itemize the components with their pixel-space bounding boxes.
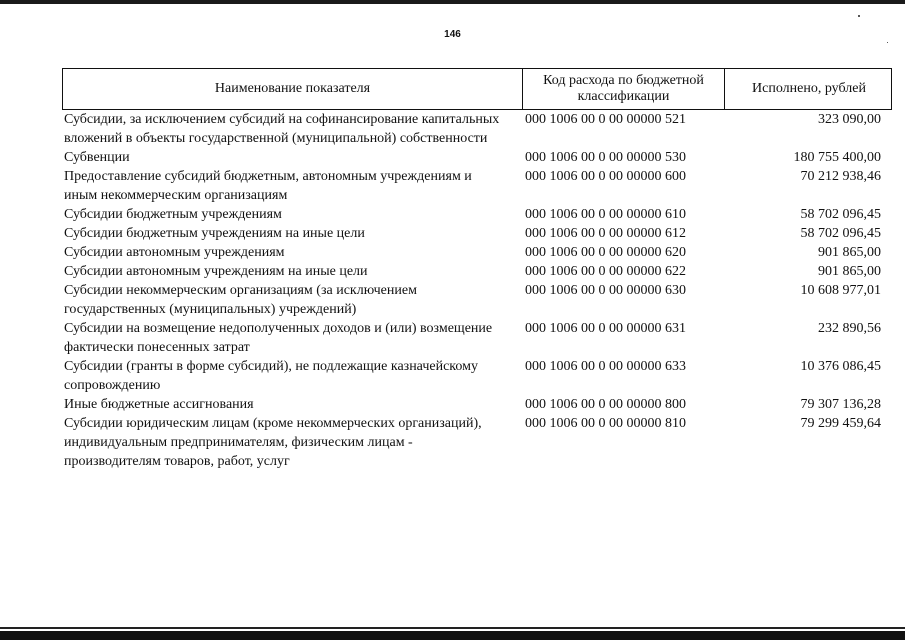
row-value: 58 702 096,45 xyxy=(800,226,881,241)
row-value: 232 890,56 xyxy=(818,321,881,336)
row-code: 000 1006 00 0 00 00000 800 xyxy=(525,397,686,412)
scan-edge-bottom xyxy=(0,631,905,640)
row-name: Субсидии некоммерческим организациям (за исключением государственных (муниципальных) учреждений) xyxy=(64,283,417,317)
header-name: Наименование показателя xyxy=(214,81,371,96)
table-header xyxy=(62,68,892,110)
row-value: 901 865,00 xyxy=(818,245,881,260)
row-name: Субсидии на возмещение недополученных доходов и (или) возмещение фактически понесенных затрат xyxy=(64,321,493,355)
row-name: Субсидии (гранты в форме субсидий), не подлежащие казначейскому сопровождению xyxy=(64,359,478,393)
budget-table xyxy=(62,68,892,471)
row-code: 000 1006 00 0 00 00000 810 xyxy=(525,416,686,431)
row-code: 000 1006 00 0 00 00000 633 xyxy=(525,359,686,374)
row-value: 70 212 938,46 xyxy=(800,169,881,184)
page-number: 146 xyxy=(444,29,461,40)
row-name: Предоставление субсидий бюджетным, автономным учреждениям и иным некоммерческим организациям xyxy=(64,169,472,203)
row-name: Субсидии, за исключением субсидий на софинансирование капитальных вложений в объекты государственной (муниципальной) собственности xyxy=(64,112,500,146)
row-code: 000 1006 00 0 00 00000 612 xyxy=(525,226,686,241)
table-row xyxy=(62,167,892,205)
table-row xyxy=(62,262,892,281)
scan-speck xyxy=(858,15,860,17)
row-value: 10 376 086,45 xyxy=(800,359,881,374)
row-code: 000 1006 00 0 00 00000 530 xyxy=(525,150,686,165)
row-name: Субсидии автономным учреждениям xyxy=(64,245,285,260)
row-value: 10 608 977,01 xyxy=(800,283,881,298)
table-row xyxy=(62,281,892,319)
row-code: 000 1006 00 0 00 00000 622 xyxy=(525,264,686,279)
table-row xyxy=(62,414,892,471)
row-value: 901 865,00 xyxy=(818,264,881,279)
header-code: Код расхода по бюджетной классификации xyxy=(522,69,724,109)
table-row xyxy=(62,110,892,148)
row-value: 180 755 400,00 xyxy=(793,150,881,165)
row-code: 000 1006 00 0 00 00000 630 xyxy=(525,283,686,298)
row-code: 000 1006 00 0 00 00000 631 xyxy=(525,321,686,336)
row-value: 323 090,00 xyxy=(818,112,881,127)
row-name: Субсидии автономным учреждениям на иные цели xyxy=(64,264,368,279)
row-name: Субсидии бюджетным учреждениям на иные цели xyxy=(64,226,365,241)
row-value: 58 702 096,45 xyxy=(800,207,881,222)
header-value: Исполнено, рублей xyxy=(724,69,893,109)
row-code: 000 1006 00 0 00 00000 521 xyxy=(525,112,686,127)
table-row xyxy=(62,243,892,262)
row-code: 000 1006 00 0 00 00000 620 xyxy=(525,245,686,260)
row-name: Иные бюджетные ассигнования xyxy=(64,397,254,412)
row-code: 000 1006 00 0 00 00000 600 xyxy=(525,169,686,184)
table-row xyxy=(62,395,892,414)
table-row xyxy=(62,148,892,167)
row-code: 000 1006 00 0 00 00000 610 xyxy=(525,207,686,222)
row-name: Субсидии юридическим лицам (кроме некоммерческих организаций), индивидуальным предпринимателям, физическим лицам - производителям товаров, работ, услуг xyxy=(64,416,482,469)
table-row xyxy=(62,319,892,357)
table-row xyxy=(62,357,892,395)
row-name: Субвенции xyxy=(64,150,130,165)
row-value: 79 299 459,64 xyxy=(800,416,881,431)
scan-edge-bottom-line xyxy=(0,627,905,629)
scan-edge-top xyxy=(0,0,905,4)
table-row xyxy=(62,224,892,243)
table-body xyxy=(62,110,892,471)
table-row xyxy=(62,205,892,224)
scan-speck xyxy=(887,42,888,43)
row-name: Субсидии бюджетным учреждениям xyxy=(64,207,282,222)
row-value: 79 307 136,28 xyxy=(800,397,881,412)
